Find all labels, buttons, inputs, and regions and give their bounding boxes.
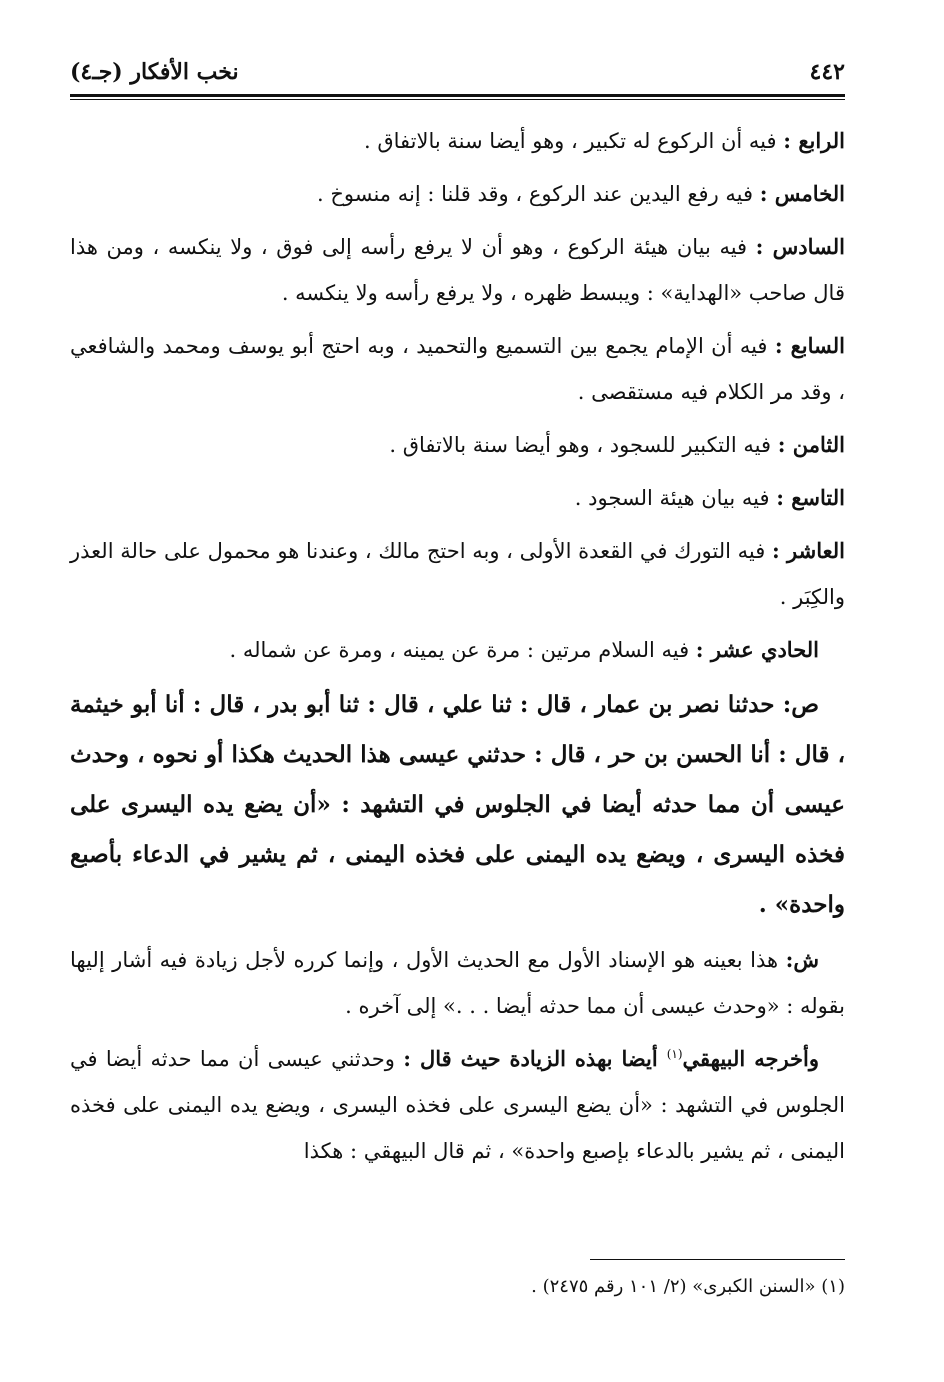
running-header <box>70 52 845 92</box>
point-paragraph <box>70 224 845 316</box>
hadith-text: حدثنا نصر بن عمار ، قال : ثنا علي ، قال : ثنا أبو بدر ، قال : أنا أبو خيثمة ، قال : أنا الحسن بن حر ، قال : حدثني عيسى هذا الحديث هكذا أو نحوه ، وحدث عيسى أن مما حدثه أيضا في الجلوس في التشهد : «أن يضع يده اليسرى على فخذه اليسرى ، ويضع يده اليمنى على فخذه اليمنى ، ثم يشير في الدعاء بأصبع واحدة» . <box>70 691 845 918</box>
footnote-reference: (١) <box>666 1047 683 1061</box>
final-lead-continued: أيضا بهذه الزيادة حيث قال : <box>403 1046 667 1071</box>
header-rule-thin <box>70 99 845 100</box>
page-number: ٤٤٢ <box>809 59 845 85</box>
point-text: فيه التكبير للسجود ، وهو أيضا سنة بالاتفاق . <box>389 433 778 457</box>
footnote-separator <box>590 1259 845 1260</box>
hadith-paragraph <box>70 680 845 930</box>
final-paragraph <box>70 1036 845 1174</box>
point-heading: التاسع : <box>776 485 845 510</box>
commentary-paragraph <box>70 937 845 1029</box>
point-heading: السادس : <box>755 234 846 259</box>
commentary-text: هذا بعينه هو الإسناد الأول مع الحديث الأول ، وإنما كرره لأجل زيادة فيه أشار إليها بقوله : «وحدث عيسى أن مما حدثه أيضا . . .» إلى آخره . <box>70 948 845 1018</box>
point-text: فيه أن الإمام يجمع بين التسميع والتحميد ، وبه احتج أبو يوسف ومحمد والشافعي ، وقد مر الكلام فيه مستقصى . <box>70 334 845 404</box>
point-heading: الثامن : <box>777 432 845 457</box>
point-text: فيه أن الركوع له تكبير ، وهو أيضا سنة بالاتفاق . <box>363 129 784 153</box>
point-text: فيه رفع اليدين عند الركوع ، وقد قلنا : إنه منسوخ . <box>316 182 760 206</box>
book-title: نخب الأفكار (جـ٤) <box>70 59 239 85</box>
footnote: (١) «السنن الكبرى» (٢/ ١٠١ رقم ٢٤٧٥) . <box>531 1276 845 1297</box>
point-text: فيه بيان هيئة السجود . <box>574 486 777 510</box>
point-text: فيه التورك في القعدة الأولى ، وبه احتج مالك ، وعندنا هو محمول على حالة العذر والكِبَر . <box>70 539 845 609</box>
point-heading: الحادي عشر : <box>695 637 819 662</box>
final-lead: وأخرجه البيهقي <box>682 1046 819 1071</box>
commentary-marker: ش: <box>785 947 819 972</box>
point-heading: الخامس : <box>759 181 845 206</box>
point-heading: العاشر : <box>771 538 845 563</box>
book-page <box>70 38 845 1358</box>
header-rule-thick <box>70 94 845 97</box>
point-paragraph <box>70 171 845 217</box>
hadith-marker: ص: <box>782 691 819 718</box>
final-text: وحدثني عيسى أن مما حدثه أيضا في الجلوس في التشهد : «أن يضع اليسرى على فخذه اليسرى ، ويضع يده اليمنى على فخذه اليمنى ، ثم يشير بالدعاء بإصبع واحدة» ، ثم قال البيهقي : هكذا <box>70 1047 845 1163</box>
point-paragraph <box>70 627 845 673</box>
point-paragraph <box>70 528 845 620</box>
point-paragraph <box>70 475 845 521</box>
point-heading: السابع : <box>774 333 845 358</box>
point-paragraph <box>70 118 845 164</box>
point-paragraph <box>70 323 845 415</box>
point-text: فيه بيان هيئة الركوع ، وهو أن لا يرفع رأسه إلى فوق ، ولا ينكسه ، ومن هذا قال صاحب «الهداية» : ويبسط ظهره ، ولا يرفع رأسه ولا ينكسه . <box>70 235 845 305</box>
page-body <box>70 118 845 1181</box>
point-heading: الرابع : <box>783 128 845 153</box>
point-paragraph <box>70 422 845 468</box>
point-text: فيه السلام مرتين : مرة عن يمينه ، ومرة عن شماله . <box>229 638 696 662</box>
